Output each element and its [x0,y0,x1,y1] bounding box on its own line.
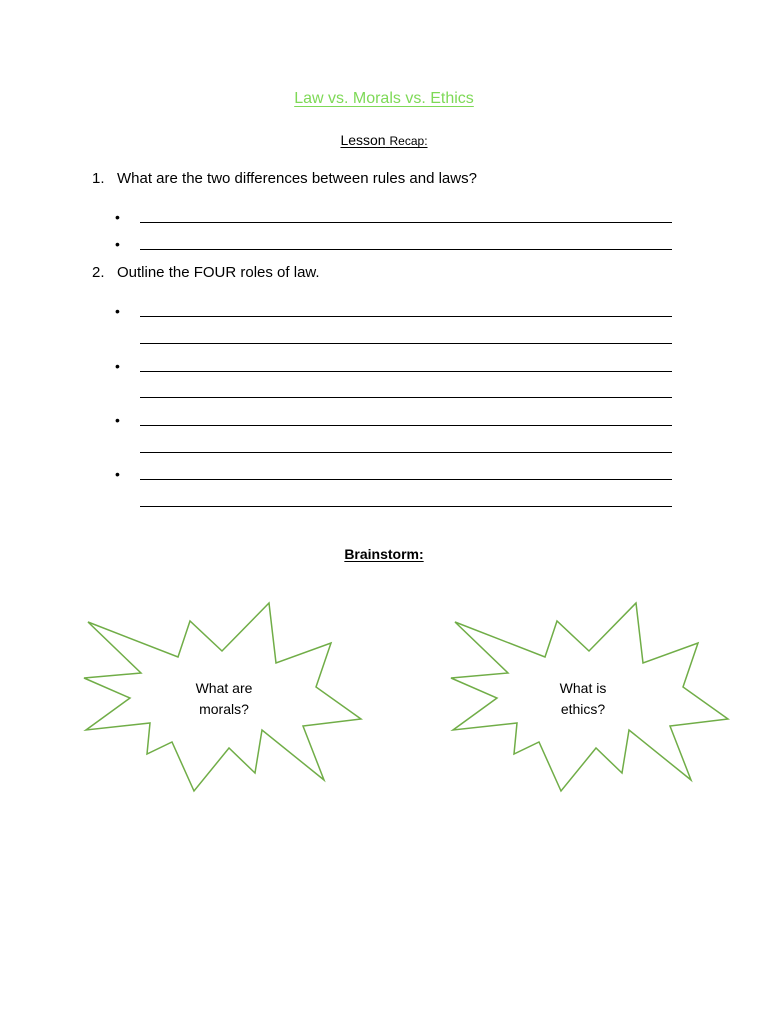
recap-label: Recap: [389,134,428,148]
lesson-label: Lesson [340,132,386,148]
question-2-number: 2. [92,264,105,281]
bullet-icon: • [115,209,120,225]
bullet-icon: • [115,412,120,428]
question-2-text: Outline the FOUR roles of law. [117,264,320,281]
burst-morals-line-2: morals? [199,701,249,717]
burst-ethics-line-1: What is [559,680,607,696]
question-1-number: 1. [92,170,105,187]
burst-morals-text [164,678,284,720]
page-title: Law vs. Morals vs. Ethics [294,90,474,107]
burst-ethics-text [523,678,643,720]
burst-morals-line-1: What are [195,680,253,696]
bullet-icon: • [115,236,120,252]
bullet-icon: • [115,466,120,482]
bullet-icon: • [115,358,120,374]
question-1-text: What are the two differences between rules and laws? [117,170,477,187]
burst-ethics-line-2: ethics? [560,701,606,717]
bullet-icon: • [115,303,120,319]
brainstorm-heading: Brainstorm: [344,546,424,562]
